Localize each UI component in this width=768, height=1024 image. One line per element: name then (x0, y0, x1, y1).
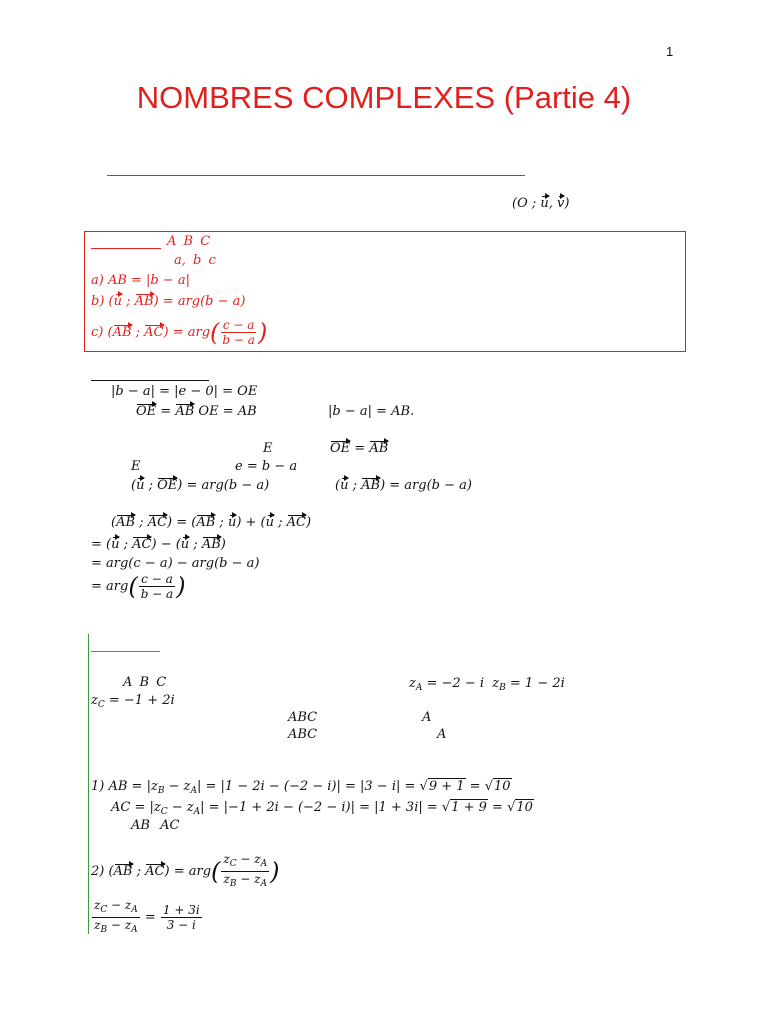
property-a: a) AB = |b − a| (91, 273, 191, 288)
proof-line-2-right: |b − a| = AB. (328, 404, 415, 419)
proof-line-3-right: OE = AB (330, 441, 389, 456)
example-zc: $z_C = -1 + 2i$ (91, 693, 175, 710)
example-abc-2: ABC (288, 727, 318, 742)
proof-line-5-right: (u ; AB) = arg(b − a) (335, 478, 472, 493)
proof-line-4-e: E (131, 459, 141, 474)
proof-line-4-right: e = b − a (235, 459, 298, 474)
property-box (84, 231, 686, 352)
example-a-1: A (422, 710, 432, 725)
answer-1-ab: 1) AB = $|z_B - z_A| = |1 - 2i - (-2 - i)| = |3 - i| = √9 + 1 = √10$ (91, 779, 511, 796)
property-c: c) (AB ; AC) = arg( $\frac{c - a}{b - a}$ ) (91, 318, 268, 347)
chasles-line-3: = arg(c − a) − arg(b − a) (91, 556, 260, 571)
vector-u: u (540, 196, 549, 211)
proof-line-1: |b − a| = |e − 0| = OE (111, 384, 258, 399)
property-c-fraction: $\frac{c - a}{b - a}$ (222, 318, 255, 347)
chasles-line-4: = arg( $\frac{c - a}{b - a}$ ) (91, 572, 186, 601)
example-a-2: A (437, 727, 447, 742)
proof-line-5-left: (u ; OE) = arg(b − a) (131, 478, 270, 493)
example-margin-line (88, 634, 89, 934)
vector-v: v (557, 196, 565, 211)
property-points: A B C (167, 234, 211, 249)
chasles-line-2: = (u ; AC) − (u ; AB) (91, 537, 226, 552)
example-za-zb: $z_A = -2 - i$ $z_B = 1 - 2i$ (409, 676, 565, 693)
proof-line-3-e: E (263, 441, 273, 456)
property-affixes: a, b c (174, 253, 216, 268)
example-points: A B C (123, 675, 167, 690)
answer-2: 2) (AB ; AC) = arg( $\frac{z_C - z_A}{z_B - z_A}$ ) (91, 852, 280, 889)
property-b: b) (u ; AB) = arg(b − a) (91, 294, 246, 309)
example-underline (91, 651, 160, 652)
answer-1-ac: AC = $|z_C - z_A| = |-1 + 2i - (-2 - i)| = |1 + 3i| = √1 + 9 = √10$ (111, 800, 533, 817)
page-number: 1 (666, 44, 674, 59)
page-title: NOMBRES COMPLEXES (Partie 4) (136, 80, 632, 115)
chasles-line-1: (AB ; AC) = (AB ; u) + (u ; AC) (111, 515, 312, 530)
answer-2-fraction: $\frac{z_C - z_A}{z_B - z_A}$ = $\frac{1 + 3i}{3 - i}$ (94, 898, 200, 935)
answer-1-conclusion: AB AC (131, 818, 180, 833)
proof-line-2: OE = AB OE = AB (136, 404, 257, 419)
proof-underline (91, 380, 209, 381)
basis-label: (O ; u, v) (512, 196, 570, 211)
section-underline (107, 175, 525, 176)
example-abc-1: ABC (288, 710, 318, 725)
property-underline (91, 248, 161, 249)
